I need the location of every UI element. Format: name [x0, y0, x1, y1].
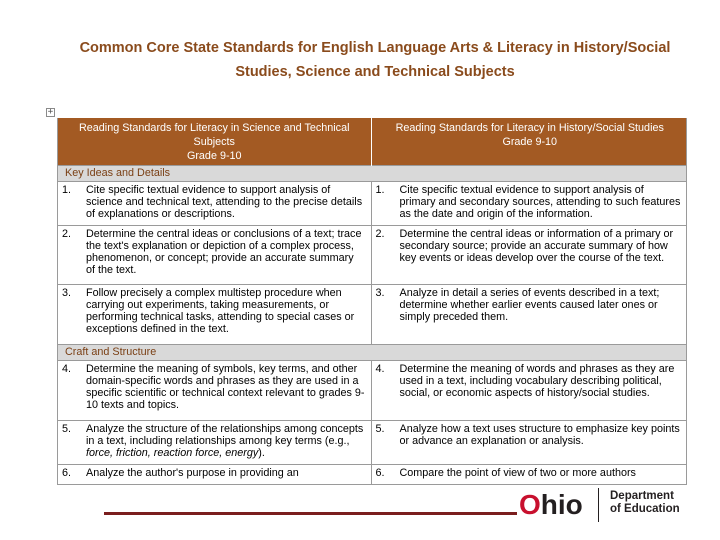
- ohio-logo-rest: hio: [540, 489, 583, 520]
- table-cell: [371, 465, 687, 486]
- standard-number: 6.: [375, 467, 385, 479]
- section-row-craft-structure: [58, 345, 687, 361]
- standard-text: Determine the meaning of words and phrases as they are used in a text, including vocabulary describing political, social, or economic aspects of history/social studies.: [399, 363, 675, 399]
- standard-number: 3.: [375, 287, 385, 299]
- table-cell: [371, 226, 687, 285]
- standard-number: 2.: [375, 228, 385, 240]
- table-cell: [58, 182, 371, 226]
- ohio-logo-o: O: [519, 489, 541, 520]
- standard-text: Cite specific textual evidence to support analysis of primary and secondary sources, attending to such features as the date and origin of the information.: [399, 184, 681, 220]
- header-history: [371, 118, 687, 166]
- table-row: [58, 465, 687, 486]
- header-science: [58, 118, 371, 166]
- section-label: Key Ideas and Details: [58, 166, 687, 182]
- table-row: [58, 226, 687, 285]
- table-cell: [58, 465, 371, 486]
- logo-divider: [598, 488, 599, 522]
- page-title: [40, 36, 710, 84]
- standard-text: Determine the central ideas or information of a primary or secondary source; provide an accurate summary of how key events or ideas develop over the course of the text.: [399, 228, 674, 264]
- standard-number: 1.: [62, 184, 72, 196]
- page-title-line-1: Common Core State Standards for English Language Arts & Literacy in History/Social: [79, 40, 671, 56]
- table-row: [58, 421, 687, 465]
- standard-text-part: Analyze the structure of the relationships among concepts in a text, including relationships among key terms (e.g.,: [86, 423, 364, 447]
- standards-table-container: [57, 118, 687, 485]
- table-cell: [371, 182, 687, 226]
- table-row: [58, 182, 687, 226]
- standard-text-part: ).: [258, 447, 265, 459]
- header-history-grade: Grade 9-10: [502, 136, 558, 148]
- table-header-row: [58, 118, 687, 166]
- header-science-title: Reading Standards for Literacy in Science and Technical Subjects: [79, 122, 350, 148]
- footer-rule: [104, 512, 517, 515]
- standard-text: [86, 423, 371, 459]
- dept-line-2: of Education: [610, 503, 680, 515]
- table-cell: [371, 421, 687, 465]
- department-of-education-label: [610, 490, 680, 516]
- table-cell: [58, 361, 371, 421]
- standards-table: [58, 118, 687, 485]
- expand-plus-icon[interactable]: +: [47, 107, 54, 117]
- standard-text: Analyze how a text uses structure to emphasize key points or advance an explanation or analysis.: [399, 423, 680, 447]
- section-label: Craft and Structure: [58, 345, 687, 361]
- page-title-line-2: Studies, Science and Technical Subjects: [235, 64, 515, 80]
- header-science-grade: Grade 9-10: [186, 150, 242, 162]
- standard-number: 3.: [62, 287, 72, 299]
- header-history-title: Reading Standards for Literacy in History/Social Studies: [395, 122, 664, 134]
- table-cell: [58, 421, 371, 465]
- standard-number: 5.: [62, 423, 72, 435]
- dept-line-1: Department: [610, 490, 674, 502]
- table-row: [58, 285, 687, 345]
- table-cell: [58, 285, 371, 345]
- standard-text: Analyze the author's purpose in providing an: [86, 467, 299, 479]
- standard-text: Compare the point of view of two or more authors: [399, 467, 636, 479]
- ohio-logo: [519, 489, 583, 521]
- section-row-key-ideas: [58, 166, 687, 182]
- standard-text: Analyze in detail a series of events described in a text; determine whether earlier events caused later ones or simply preceded them.: [399, 287, 660, 323]
- table-cell: [371, 361, 687, 421]
- table-cell: [58, 226, 371, 285]
- standard-text-italic: force, friction, reaction force, energy: [86, 447, 259, 459]
- table-cell: [371, 285, 687, 345]
- standard-number: 5.: [375, 423, 385, 435]
- standard-text: Cite specific textual evidence to support analysis of science and technical text, attending to the precise details of explanations or descriptions.: [86, 184, 363, 220]
- standard-text: Determine the meaning of symbols, key terms, and other domain-specific words and phrases as they are used in a specific scientific or technical context relevant to grades 9-10 texts and topics.: [86, 363, 365, 411]
- standard-number: 4.: [375, 363, 385, 375]
- standard-text: Follow precisely a complex multistep procedure when carrying out experiments, taking measurements, or performing technical tasks, attending to special cases or exceptions defined in the text.: [86, 287, 355, 335]
- standard-number: 4.: [62, 363, 72, 375]
- standard-number: 2.: [62, 228, 72, 240]
- standard-text: Determine the central ideas or conclusions of a text; trace the text's explanation or depiction of a complex process, phenomenon, or concept; provide an accurate summary of the text.: [86, 228, 362, 276]
- standard-number: 6.: [62, 467, 72, 479]
- standard-number: 1.: [375, 184, 385, 196]
- table-row: [58, 361, 687, 421]
